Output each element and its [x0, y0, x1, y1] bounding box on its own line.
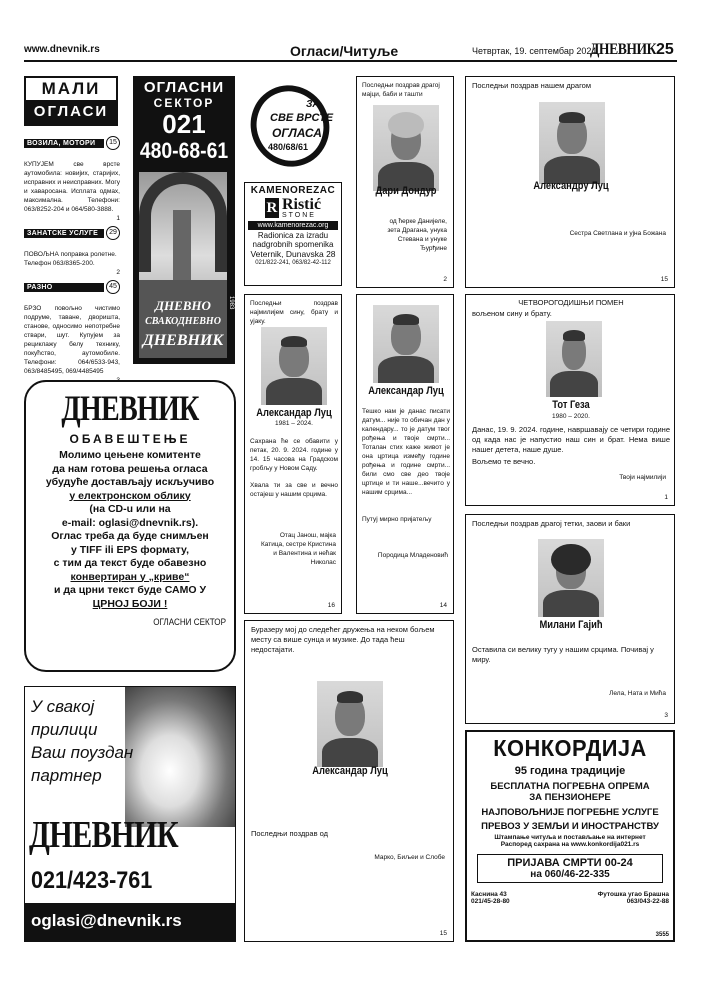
notice-text: Данас, 19. 9. 2024. године, навршавају се четири године од када нас је напустио наш син и брат. Нема више нашег детета, наше душе.	[472, 425, 670, 454]
obituary-notice	[244, 294, 342, 614]
konkordija-phone-left: 021/45-28-80	[471, 898, 510, 905]
category-header	[24, 226, 120, 240]
obavestenje-body	[34, 449, 226, 611]
stamp-line2: СВЕ ВРСТЕ	[270, 112, 334, 124]
sektor-line1: ОГЛАСНИ	[143, 79, 225, 96]
notice-num: 1	[664, 494, 668, 501]
ristic-top: KAMENOREZAC	[250, 185, 336, 196]
obavestenje-line: Оглас треба да буде снимљен	[51, 530, 209, 542]
obituary-notice	[244, 620, 454, 942]
partner-line: прилици	[31, 720, 98, 739]
classified-text: КУПУЈЕМ све врсте аутомобила: новијих, старијих, исправних и неисправних. Могу и хаваросана. Исплата одмах, максимална. Телефони: 063/8252-204 и 064/580-3888.	[24, 161, 120, 213]
page-number: 25	[656, 41, 674, 58]
notice-from: Отац Јанош, мајка Катица, сестре Кристина и Валентина и нећак Николас	[260, 532, 336, 566]
notice-intro: Буразеру мој до следећег дружења на неком бољем месту са више сунца и музике. До тада ћеш недостајати.	[251, 625, 435, 654]
obavestenje-line: убудуће достављају искључиво	[45, 476, 215, 488]
header-date: Четвртак, 19. септембар 2024.	[472, 46, 599, 56]
ristic-ad	[244, 182, 342, 286]
obavestenje-line: e-mail: oglasi@dnevnik.rs).	[61, 516, 199, 529]
obavestenje-line: у TIFF ili EPS формату,	[70, 543, 189, 556]
konkordija-line: Распоред сахрана на www.konkordija021.rs	[500, 841, 640, 848]
category-label: ВОЗИЛА, МОТОРИ	[24, 139, 104, 148]
obavestenje-line: да нам готова решења огласа	[52, 462, 208, 475]
category-code: 29	[106, 226, 120, 240]
obituary-notice	[465, 294, 675, 506]
konkordija-box-line: ПРИЈАВА СМРТИ 00-24	[507, 857, 633, 869]
classified-text: ПОВОЉНА поправка ролетне. Телефон 063/8365-200.	[24, 251, 117, 267]
stamp-line1: ЗА	[306, 99, 320, 110]
ristic-web[interactable]: www.kamenorezac.org	[248, 221, 338, 230]
ristic-logo	[248, 197, 338, 219]
stamp-ad	[250, 80, 340, 170]
category-label: РАЗНО	[24, 283, 104, 292]
portrait-photo	[546, 321, 602, 397]
konkordija-line: 95 година традиције	[514, 765, 626, 777]
tower-shape	[173, 210, 191, 280]
notice-intro: Последњи поздрав најмилијем сину, брату и ујаку.	[250, 300, 338, 325]
notice-text: Тешко нам је данас писати датум... није то обичан дан у календару... то је датум твог рођења и твоје смрти... Тоталан стих каже живот је она цртица између године рођења и године смрти... били смо све део твоје цртице и ти нашe...вечито у нашим срцима...	[362, 408, 450, 496]
sektor-tag1: ДНЕВНО	[155, 298, 211, 313]
notice-text2: Вољeмо те вечно.	[472, 457, 536, 466]
notice-from: Лела, Ната и Мића	[609, 690, 666, 697]
obavestenje-line: и да црни текст буде САМО У	[54, 584, 206, 596]
mali-oglasi-list	[24, 136, 120, 385]
obavestenje-line: конвертиран у „криве“	[70, 570, 190, 583]
notice-from: од ћерке Данијеле, зета Драгана, унука Стевана и унуке Ђурђине	[387, 218, 447, 252]
classified-num: 3	[116, 377, 120, 384]
partner-email[interactable]: oglasi@dnevnik.rs	[25, 903, 236, 942]
notice-text2: Хвала ти за све и вечно остајеш у нашим срцима.	[250, 482, 338, 498]
notice-name: Александар Луц	[368, 385, 444, 397]
notice-name: Александар Луц	[256, 407, 332, 419]
obavestenje-line: ЦРНОЈ БОЈИ !	[92, 597, 168, 610]
notice-num: 3	[664, 712, 668, 719]
notice-name: Александар Луц	[312, 765, 388, 777]
portrait-photo	[538, 539, 604, 617]
header-url: www.dnevnik.rs	[24, 44, 100, 55]
obavestenje-line: с тим да текст буде обавезно	[53, 557, 207, 569]
category-code: 15	[106, 136, 120, 150]
partner-phone: 021/423-761	[31, 867, 153, 894]
sektor-ad	[133, 76, 235, 364]
konkordija-box-line: на 060/46-22-335	[530, 869, 610, 880]
ristic-line1: Radionica za izradu	[257, 231, 329, 240]
notice-text: Сахрана ће се обавити у петак, 20. 9. 2024. године у 14. 15 часова на Градском гробљу у Новом Саду.	[250, 438, 338, 472]
notice-intro: Последњи поздрав драгој тетки, заови и баки	[472, 519, 631, 528]
notice-from: Твоји најмилији	[619, 474, 666, 481]
konkordija-line: ЗА ПЕНЗИОНЕРЕ	[529, 792, 611, 803]
partner-brand: ДНЕВНИК	[29, 814, 178, 856]
mali-oglasi-logo	[24, 76, 118, 126]
header-rule	[24, 60, 677, 62]
portrait-photo	[317, 681, 383, 767]
sektor-phone1: 021	[162, 109, 206, 139]
header-section: Огласи/Читуље	[290, 43, 399, 59]
notice-num: 16	[327, 602, 335, 609]
konkordija-addr-right: Футошка угао Брашна	[597, 891, 669, 898]
notice-text: Оставила си велику тугу у нашим срцима. Почивај у миру.	[472, 645, 654, 664]
notice-intro: Последњи поздрав драгој мајци, баби и ташти	[362, 82, 440, 98]
notice-name: Александру Луц	[533, 180, 609, 192]
ristic-brand2: STONE	[281, 212, 316, 219]
obituary-notice	[356, 294, 454, 614]
classified-text: БРЗО повољно чистимо подруме, таване, дворишта, станове, односимо непотребне ствари, шут. Купујем за рециклажу белу технику, покућство, аутомобиле. Телефони: 064/6533-943, 063/8485495, 069/4485495	[24, 305, 120, 375]
notice-intro: Последњи поздрав нашем драгом	[472, 81, 592, 90]
stamp-ring-icon	[250, 80, 340, 170]
partner-line: Ваш поуздан	[31, 743, 134, 762]
obituary-notice	[465, 514, 675, 724]
obavestenje-brand: ДНЕВНИК	[61, 388, 199, 428]
notice-num: 14	[439, 602, 447, 609]
obavestenje-line: у електронском облику	[69, 489, 191, 502]
sektor-line2: СЕКТОР	[153, 96, 215, 110]
notice-num: 2	[443, 276, 447, 283]
ristic-line2: nadgrobnih spomenika	[252, 240, 334, 249]
stone-r-icon: R	[266, 200, 278, 216]
stamp-phone: 480/68/61	[268, 142, 309, 152]
notice-from: Сестра Светлана и ујна Божана	[569, 230, 666, 237]
partner-ad	[24, 686, 236, 942]
notice-from: Марко, Биљеи и Слобе	[374, 854, 445, 861]
portrait-photo	[261, 327, 327, 405]
obituary-notice	[356, 76, 454, 288]
notice-num: 15	[660, 276, 668, 283]
konkordija-contacts	[471, 891, 669, 905]
obavestenje-footer: ОГЛАСНИ СЕКТОР	[153, 617, 226, 627]
konkordija-line: НАЈПОВОЉНИЈЕ ПОГРЕБНЕ УСЛУГЕ	[481, 807, 659, 818]
obavestenje-title: ОБАВЕШТЕЊЕ	[69, 432, 191, 446]
eye-image	[125, 687, 236, 827]
sektor-tag2: СВАКОДНЕВНО	[145, 316, 221, 327]
notice-from: Породица Младеновић	[377, 552, 448, 559]
ristic-address: Veternik, Dunavska 28	[250, 249, 336, 259]
partner-line: партнер	[31, 766, 102, 785]
notice-name: Милани Гајић	[539, 619, 603, 631]
notice-num: 15	[439, 930, 447, 937]
partner-line: У свакој	[31, 697, 95, 716]
stamp-line3: ОГЛАСА	[272, 126, 322, 140]
sektor-phone2: 480-68-61	[139, 138, 229, 163]
notice-text: Последњи поздрав од	[251, 829, 329, 838]
portrait-photo	[373, 305, 439, 383]
notice-text2: Путуј мирно пријатељу	[362, 516, 432, 523]
konkordija-death-box	[477, 854, 663, 883]
mali-oglasi-title2: ОГЛАСИ	[26, 100, 116, 124]
konkordija-line: БЕСПЛАТНА ПОГРЕБНА ОПРЕМА	[490, 781, 650, 792]
konkordija-phone-right: 063/043-22-88	[626, 898, 669, 905]
ristic-phones: 021/822-241, 063/82-42-112	[255, 260, 331, 266]
portrait-photo	[373, 105, 439, 191]
notice-intro2: вољеном сину и брату.	[472, 309, 552, 318]
category-label: ЗАНАТСКЕ УСЛУГЕ	[24, 229, 104, 238]
classified-num: 2	[116, 269, 120, 276]
konkordija-num: 3555	[655, 932, 669, 938]
category-header	[24, 280, 120, 294]
sektor-brand: ДНЕВНИК	[142, 332, 224, 349]
konkordija-title: КОНКОРДИЈА	[493, 735, 647, 761]
category-code: 45	[106, 280, 120, 294]
konkordija-addr-left: Каснина 43	[471, 891, 507, 898]
konkordija-ad	[465, 730, 675, 942]
obavestenje-line: (на CD-u или на	[89, 503, 171, 515]
sektor-side-code: 1983	[228, 296, 234, 310]
notice-name: Тот Геза	[552, 399, 590, 411]
classified-num: 1	[116, 215, 120, 222]
notice-intro: ЧЕТВОРОГОДИШЊИ ПОМЕН	[518, 298, 624, 307]
partner-lines	[31, 695, 133, 787]
konkordija-line: ПРЕВОЗ У ЗЕМЉИ И ИНОСТРАНСТВУ	[481, 821, 659, 832]
header-brand: ДНЕВНИК	[590, 41, 657, 58]
building-image	[139, 172, 227, 358]
portrait-photo	[539, 102, 605, 184]
konkordija-line: Штампање читуља и постављање на интернет	[494, 834, 646, 841]
notice-years: 1981 – 2024.	[275, 420, 313, 427]
ristic-brand: Ristić	[281, 196, 322, 213]
obituary-notice	[465, 76, 675, 288]
notice-name: Дари Дондур	[375, 185, 437, 197]
obavestenje-line: Молимо цењене комитенте	[59, 449, 201, 461]
notice-years: 1980 – 2020.	[552, 413, 590, 420]
mali-oglasi-title1: МАЛИ	[41, 79, 101, 98]
category-header	[24, 136, 120, 150]
obavestenje-ad	[24, 380, 236, 672]
